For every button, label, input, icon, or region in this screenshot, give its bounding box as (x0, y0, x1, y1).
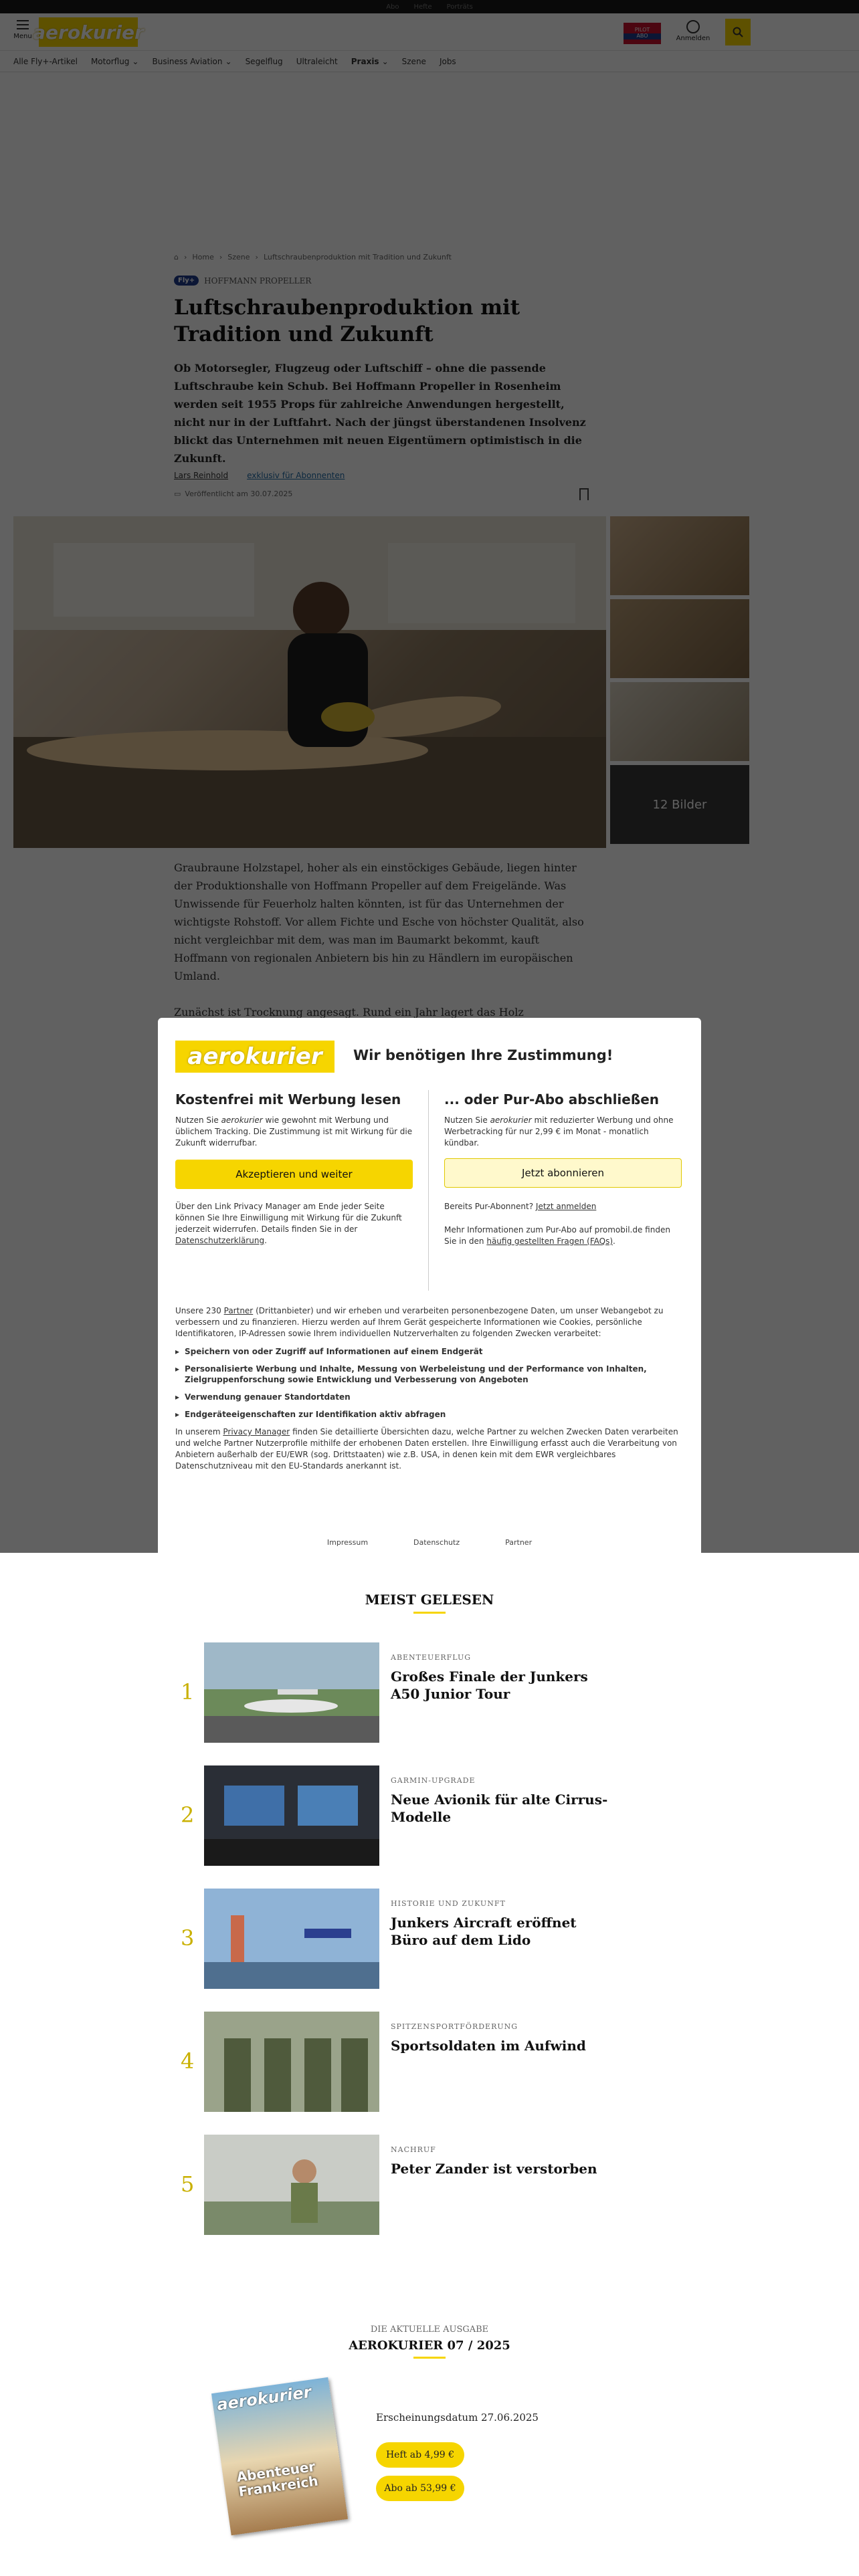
privacy-manager-link[interactable]: Privacy Manager (223, 1427, 290, 1436)
most-read-image (204, 2135, 379, 2235)
privacy-footer-link[interactable]: Datenschutz (413, 1538, 460, 1547)
consent-divider (428, 1090, 429, 1291)
consent-title: Wir benötigen Ihre Zustimmung! (353, 1047, 613, 1063)
login-link[interactable]: Jetzt anmelden (535, 1202, 597, 1211)
subscribe-button[interactable]: Jetzt abonnieren (444, 1158, 682, 1188)
most-read-title-text: Neue Avionik für alte Cirrus-Modelle (391, 1792, 608, 1825)
most-read-title-text: Junkers Aircraft eröffnet Büro auf dem Lido (391, 1915, 577, 1948)
consent-abo-option (444, 1091, 685, 1247)
free-note: Über den Link Privacy Manager am Ende jeder Seite können Sie Ihre Einwilligung mit Wirkung für die Zukunft jederzeit widerrufen. Details finden Sie in der Datenschutzerklärung. (175, 1202, 402, 1245)
consent-dialog (158, 1018, 701, 1557)
partners-text: Unsere 230 Partner (Drittanbieter) und wir erheben und verarbeiten personenbezogene Daten, um unser Webangebot zu verbessern und zu finanzieren. Hierzu werden auf Ihrem Gerät gespeicherte Informationen wie Cookies, persönliche Identifikatoren, IP-Adressen sowie Ihrem individuellen Nutzerverhalten zu folgenden Zwecken verarbeitet: (175, 1306, 664, 1338)
consent-free-option (175, 1091, 416, 1247)
abo-more-info: Mehr Informationen zum Pur-Abo auf promobil.de finden Sie in den häufig gestellten Fragen (FAQs). (444, 1225, 670, 1246)
rank-number: 3 (181, 1925, 195, 1951)
partner-footer-link[interactable]: Partner (505, 1538, 533, 1547)
cover-logo: aerokurier (215, 2382, 313, 2415)
most-read-item[interactable] (181, 1889, 649, 1989)
purpose-item[interactable]: ▸ Speichern von oder Zugriff auf Informationen auf einem Endgerät (175, 1346, 684, 1357)
title-underline (413, 1612, 446, 1614)
accept-button[interactable]: Akzeptieren und weiter (175, 1160, 413, 1189)
title-underline (413, 2357, 446, 2359)
partners-link[interactable]: Partner (223, 1306, 254, 1315)
rank-number: 4 (181, 2048, 195, 2074)
purpose-item[interactable]: ▸ Endgeräteeigenschaften zur Identifikation aktiv abfragen (175, 1409, 684, 1420)
most-read-item[interactable] (181, 2012, 649, 2112)
most-read-title-text: Sportsoldaten im Aufwind (391, 2038, 586, 2054)
privacy-link[interactable]: Datenschutzerklärung (175, 1236, 265, 1245)
already-subscriber: Bereits Pur-Abonnent? Jetzt anmelden (444, 1202, 597, 1211)
most-read-item[interactable] (181, 1765, 649, 1866)
most-read-kicker: GARMIN-UPGRADE (391, 1776, 476, 1785)
consent-footer (158, 1538, 701, 1547)
most-read-image (204, 1642, 379, 1743)
most-read-title-text: Großes Finale der Junkers A50 Junior Tour (391, 1669, 588, 1702)
most-read-kicker: SPITZENSPORTFÖRDERUNG (391, 2022, 518, 2031)
purpose-item[interactable]: ▸ Personalisierte Werbung und Inhalte, Messung von Werbeleistung und der Performance von Inhalten, Zielgruppenforschung sowie Entwicklung und Verbesserung von Angeboten (175, 1364, 684, 1385)
abo-text: Nutzen Sie aerokurier mit reduzierter Werbung und ohne Werbetracking für nur 2,99 € im Monat - monatlich kündbar. (444, 1115, 674, 1148)
free-heading: Kostenfrei mit Werbung lesen (175, 1091, 401, 1107)
subscribe-abo-button[interactable]: Abo ab 53,99 € (376, 2476, 464, 2501)
buy-issue-button[interactable]: Heft ab 4,99 € (376, 2442, 464, 2468)
free-text: Nutzen Sie aerokurier wie gewohnt mit Werbung und üblichem Tracking. Die Zustimmung ist mit Wirkung für die Zukunft widerrufbar. (175, 1115, 413, 1148)
consent-logo: aerokurier (175, 1041, 335, 1073)
issue-cover[interactable] (211, 2377, 348, 2535)
consent-details (175, 1305, 684, 1472)
faq-link[interactable]: häufig gestellten Fragen (FAQs) (486, 1237, 613, 1246)
rank-number: 1 (181, 1679, 195, 1705)
most-read-item[interactable] (181, 2135, 649, 2235)
most-read-title-text: Peter Zander ist verstorben (391, 2161, 597, 2177)
most-read-item[interactable] (181, 1642, 649, 1743)
most-read-image (204, 1889, 379, 1989)
privacy-manager-text: In unserem Privacy Manager finden Sie detaillierte Übersichten dazu, welche Partner zu welchen Zwecken Daten verarbeiten und welche Partner Nutzerprofile mithilfe der erhobenen Daten erstellen. Ihre Einwilligung erfasst auch die Verarbeitung von Anbietern außerhalb der EU/EWR (sog. Drittstaaten) wie z.B. USA, in denen kein mit dem EWR vergleichbares Datenschutzniveau mit den EU-Standards anerkannt ist. (175, 1427, 678, 1471)
most-read-image (204, 1765, 379, 1866)
most-read-kicker: HISTORIE UND ZUKUNFT (391, 1899, 506, 1908)
most-read-kicker: NACHRUF (391, 2145, 436, 2154)
abo-heading: ... oder Pur-Abo abschließen (444, 1091, 660, 1107)
imprint-link[interactable]: Impressum (326, 1538, 369, 1547)
purpose-item[interactable]: ▸ Verwendung genauer Standortdaten (175, 1392, 684, 1402)
issue-title: AEROKURIER 07 / 2025 (349, 2339, 510, 2353)
most-read-title: MEIST GELESEN (365, 1592, 494, 1608)
rank-number: 5 (181, 2171, 195, 2197)
issue-date: Erscheinungsdatum 27.06.2025 (376, 2411, 539, 2424)
cover-headline: Abenteuer Frankreich (235, 2458, 319, 2500)
issue-kicker: DIE AKTUELLE AUSGABE (370, 2325, 489, 2335)
most-read-kicker: ABENTEUERFLUG (391, 1653, 472, 1662)
rank-number: 2 (181, 1802, 195, 1828)
most-read-image (204, 2012, 379, 2112)
